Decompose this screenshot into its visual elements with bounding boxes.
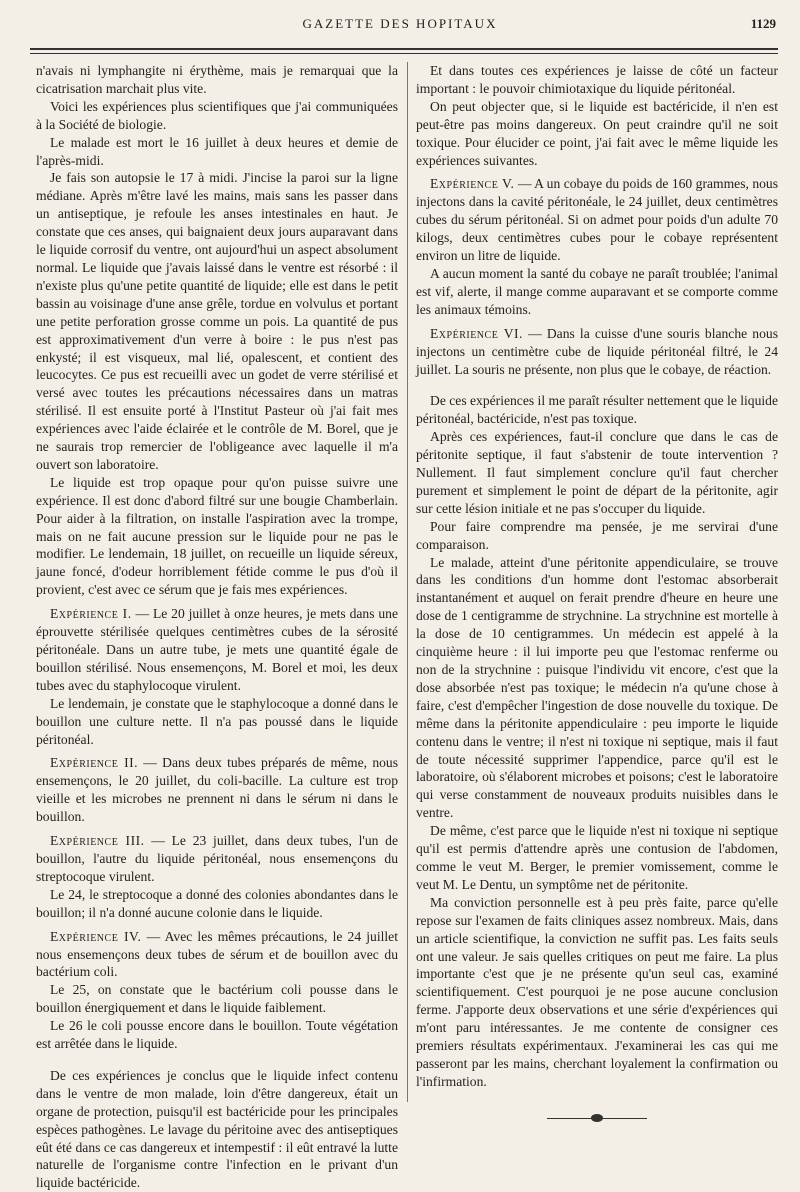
paragraph-text: — Dans deux tubes préparés de même, nous ensemençons, le 20 juillet, du coli-bacille. La culture est trop vieille et les microbes ne prennent ni dans le sérum ni dans le bouillon. xyxy=(36,755,399,825)
paragraph xyxy=(36,695,398,749)
paragraph-text: Le malade est mort le 16 juillet à deux heures et demie de l'après-midi. xyxy=(36,134,398,168)
paragraph-text: De ces expériences il me paraît résulter nettement que le liquide péritonéal, bactéricide, n'est pas toxique. xyxy=(416,393,779,427)
header-rule-thin xyxy=(30,53,778,54)
paragraph xyxy=(36,169,398,473)
paragraph xyxy=(36,134,398,170)
paragraph-text: Le 25, on constate que le bactérium coli pousse dans le bouillon énergiquement et dans le liquide faiblement. xyxy=(36,982,398,1016)
paragraph xyxy=(416,98,778,170)
paragraph-text: Et dans toutes ces expériences je laisse de côté un facteur important : le pouvoir chimiotaxique du liquide péritonéal. xyxy=(416,63,778,96)
paragraph-text: Le liquide est trop opaque pour qu'on puisse suivre une expérience. Il est donc d'abord filtré sur une bougie Chamberlain. Pour aider à la filtration, on installe l'aspiration avec la trompe, mais on ne fait aucune pression sur le liquide pour ne pas le modifier. Le lendemain, 18 juillet, on recueille un liquide séreux, jaune foncé, d'odeur horriblement fétide comme le pus d'où il provient, c'est avec ce sérum que je fais mes expériences. xyxy=(36,474,398,598)
paragraph-text: De même, c'est parce que le liquide n'est ni toxique ni septique qu'il est permis d'attendre après une contusion de l'abdomen, comme le veut M. Berger, le premier vomissement, comme le veut M. Le Dentu, un symptôme net de péritonite. xyxy=(416,823,778,892)
paragraph-text: Le 26 le coli pousse encore dans le bouillon. Toute végétation est arrêtée dans le liquide. xyxy=(36,1018,398,1052)
paragraph xyxy=(36,1017,398,1053)
paragraph-text: Voici les expériences plus scientifiques que j'ai communiquées à la Société de biologie. xyxy=(36,98,398,132)
paragraph-text: Pour faire comprendre ma pensée, je me servirai d'une comparaison. xyxy=(416,518,778,552)
experiment-label: Expérience I. xyxy=(50,606,132,622)
paragraph xyxy=(416,62,778,98)
paragraph xyxy=(36,62,398,98)
left-column xyxy=(36,62,399,1191)
experiment-label: Expérience IV. xyxy=(50,928,142,944)
end-ornament xyxy=(547,1113,647,1123)
paragraph xyxy=(36,98,398,134)
paragraph xyxy=(416,265,778,319)
paragraph-text: — Dans la cuisse d'une souris blanche nous injectons un centimètre cube de liquide péritonéal filtré, le 24 juillet. La souris ne présente, non plus que le cobaye, de réaction. xyxy=(416,325,778,377)
paragraph-text: Je fais son autopsie le 17 à midi. J'incise la paroi sur la ligne médiane. Après m'être lavé les mains, mais sans les passer dans un antiseptique, je refoule les anses intestinales en haut. Je constate que ces anses, qui baignaient deux jours auparavant dans le liquide corrosif du ventre, ont aujourd'hui un aspect absolument normal. Le liquide que j'avais laissé dans le ventre est résorbé : il n'existe plus qu'une petite quantité de liquide; elle est dans le petit bassin au voisinage d'une anse grêle, tordue en volvulus et portant une petite perforation grosse comme un pois. La quantité de pus est approximativement d'un verre à boire : le pus n'est pas enkysté; il est visqueux, mal lié, opalescent, et contient des leucocytes. Ce pus est recueilli avec un godet de verre stérilisé et versé avec toutes les précautions nécessaires dans un matras stérilisé. Il est ensuite porté à l'Institut Pasteur où j'ai fait mes expériences avec l'aide éclairée et le contrôle de M. Borel, que je ne saurais trop remercier de l'obligeance avec laquelle il m'a ouvert son laboratoire. xyxy=(36,170,398,472)
paragraph xyxy=(36,928,398,982)
paragraph-text: Le malade, atteint d'une péritonite appendiculaire, se trouve dans les conditions d'un homme dont l'estomac absorberait instantanément et auquel on ferait prendre d'heure en heure une dose de 1 centigramme de strychnine. La strychnine est mortelle à la dose de 10 centigrammes. Un médecin est appelé à la cinquième heure : il lui importe peu que l'estomac renferme ou non de la strychnine : puisque l'individu vit encore, c'est que la dose absorbée n'est pas toxique; le médecin n'a qu'une chose à faire, c'est d'empêcher l'ingestion de dose nouvelle du toxique. De même dans la péritonite appendiculaire : peu importe le liquide contenu dans le ventre; il n'est ni toxique ni septique, mais il faut de toute nécessité supprimer l'appendice, parce qu'il est le laboratoire, où s'élaborent microbes et poisons; c'est le laboratoire qui verse constamment de nouveaux produits nuisibles dans le ventre. xyxy=(416,554,778,821)
right-column xyxy=(416,62,778,1112)
paragraph xyxy=(36,981,398,1017)
paragraph-text: n'avais ni lymphangite ni érythème, mais je remarquai que la cicatrisation marchait plus vite. xyxy=(36,63,398,96)
paragraph xyxy=(36,605,398,695)
paragraph-text: Le lendemain, je constate que le staphylocoque a donné dans le bouillon une culture nette. Il n'a pas poussé dans le liquide péritonéal. xyxy=(36,695,398,747)
paragraph xyxy=(416,428,778,518)
paragraph xyxy=(416,518,778,554)
paragraph-text: A aucun moment la santé du cobaye ne paraît troublée; l'animal est vif, alerte, il mange comme auparavant et se comporte comme les animaux témoins. xyxy=(416,265,778,317)
paragraph xyxy=(416,175,778,265)
paragraph-text: — A un cobaye du poids de 160 grammes, nous injectons dans la cavité péritonéale, le 24 juillet, deux centimètres cubes du sérum péritonéal. Si on admet pour poids d'un adulte 70 kilogs, deux centimètres cubes pour le cobaye représentent environ un litre de liquide. xyxy=(416,176,778,264)
paragraph xyxy=(416,392,778,428)
paragraph xyxy=(36,754,398,826)
paragraph xyxy=(416,894,778,1091)
paragraph xyxy=(36,832,398,886)
page-number: 1129 xyxy=(750,16,776,31)
paragraph-text: — Le 23 juillet, dans deux tubes, l'un de bouillon, l'autre du liquide péritonéal, nous ensemençons du streptocoque virulent. xyxy=(36,833,398,884)
paragraph-text: De ces expériences je conclus que le liquide infect contenu dans le ventre de mon malade, loin d'être dangereux, était un organe de protection, puisqu'il est bactéricide pour les principales espèces pathogènes. Le lavage du péritoine avec des antiseptiques eût été dans ce cas dangereux et intempestif : il eût entravé la lutte naturelle de l'organisme contre l'infection en le privant d'un liquide bactéricide. xyxy=(36,1067,398,1191)
paragraph xyxy=(36,474,398,599)
paragraph xyxy=(416,325,778,379)
running-title: GAZETTE DES HOPITAUX xyxy=(302,16,498,31)
paragraph-text: Après ces expériences, faut-il conclure que dans le cas de péritonite septique, il faut s'abstenir de toute intervention ? Nullement. Il faut simplement conclure qu'il faut chercher purement et simplement le point de départ de la péritonite, agir sur cette lésion initiale et ne pas s'occuper du liquide. xyxy=(416,429,778,516)
paragraph-text: Le 24, le streptocoque a donné des colonies abondantes dans le bouillon; il n'a donné aucune colonie dans le liquide. xyxy=(36,886,398,920)
paragraph-text: On peut objecter que, si le liquide est bactéricide, il n'en est peut-être pas moins dangereux. On peut craindre qu'il ne soit toxique. Pour élucider ce point, j'ai fait avec le même liquide les expériences suivantes. xyxy=(416,98,778,168)
experiment-label: Expérience V. xyxy=(430,176,515,192)
paragraph xyxy=(416,554,778,823)
paragraph xyxy=(36,1067,398,1192)
experiment-label: Expérience III. xyxy=(50,833,145,849)
experiment-label: Expérience II. xyxy=(50,755,139,771)
header-rule-thick xyxy=(30,48,778,50)
experiment-label: Expérience VI. xyxy=(430,325,523,341)
paragraph-text: Ma conviction personnelle est à peu près faite, parce qu'elle repose sur l'examen de faits cliniques assez nombreux. Mais, dans un article scientifique, la conviction ne suffit pas. Les faits seuls ont une valeur. Je sais quelles critiques on peut me faire. La plus importante c'est que je ne présente qu'un seul cas, examiné scientifiquement. C'est pourquoi je ne pose aucune conclusion ferme. J'apporte deux observations et une série d'expériences qui m'ont paru intéressantes. Je me contente de consigner ces premiers résultats expérimentaux. J'examinerai les cas qui me passeront par les mains, cherchant loyalement la confirmation ou l'infirmation. xyxy=(416,894,778,1089)
column-divider xyxy=(407,62,408,1102)
paragraph-text: — Le 20 juillet à onze heures, je mets dans une éprouvette stérilisée quelques centimètres cubes de la sérosité péritonéale. Dans un autre tube, je mets une quantité égale de bouillon stérilisé. Nous ensemençons, M. Borel et moi, les deux tubes avec du staphylocoque virulent. xyxy=(36,606,398,693)
paragraph-text: — Avec les mêmes précautions, le 24 juillet nous ensemençons deux tubes de sérum et de bouillon avec du bactérium coli. xyxy=(36,928,398,980)
paragraph xyxy=(416,822,778,894)
paragraph xyxy=(36,886,398,922)
